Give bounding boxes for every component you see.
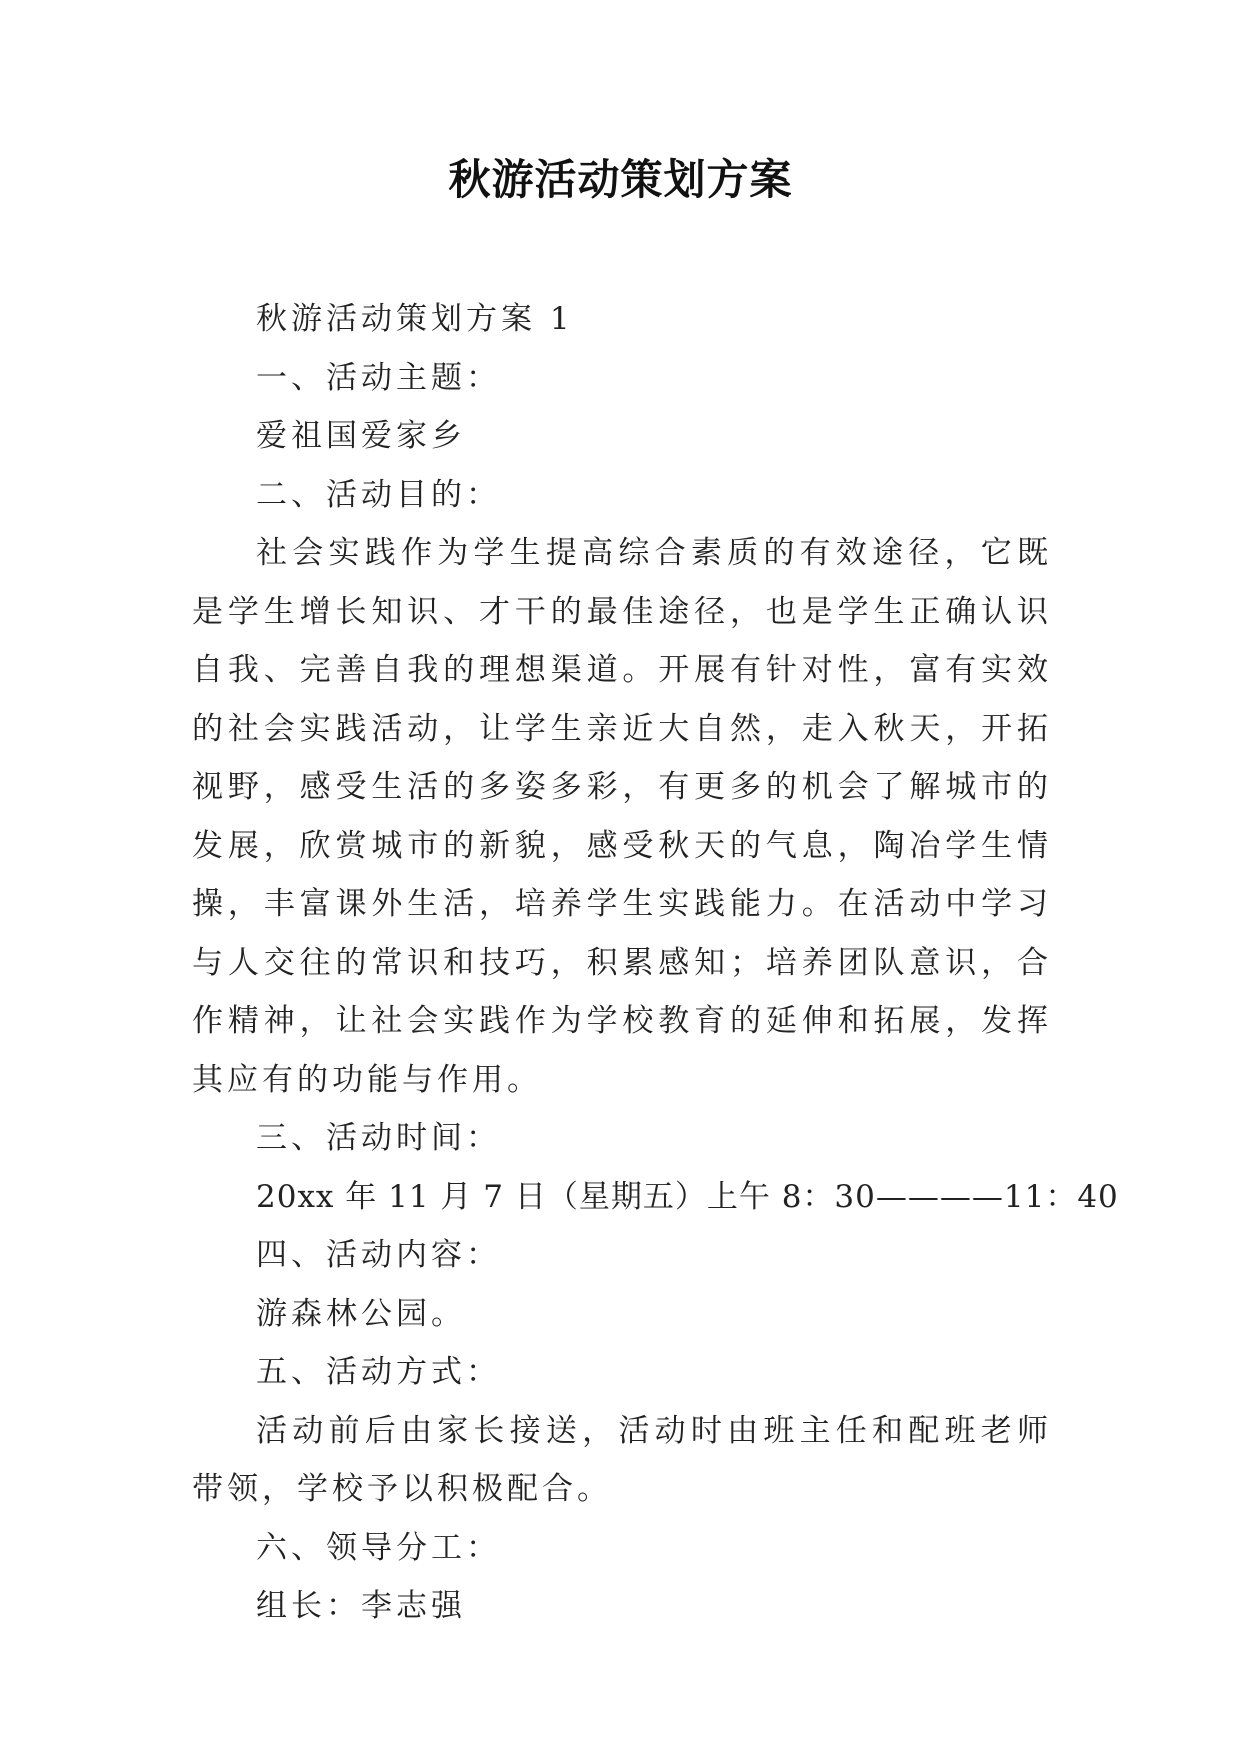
leader-text: 组长：李志强 [256,1588,466,1624]
section-heading-purpose: 二、活动目的： [256,476,501,513]
content-text: 游森林公园。 [256,1295,466,1332]
section-heading-content: 四、活动内容： [256,1237,501,1273]
document-title: 秋游活动策划方案 [448,155,793,204]
method-paragraph: 活动前后由家长接送，活动时由班主任和配班老师带领，学校予以积极配合。 [192,1412,1052,1507]
time-text: 20xx 年 11 月 7 日（星期五）上午 8：30————11：40 [256,1178,1119,1215]
section-heading-time: 三、活动时间： [256,1120,501,1156]
section-heading-plan-1: 秋游活动策划方案 1 [256,301,574,337]
purpose-paragraph: 社会实践作为学生提高综合素质的有效途径，它既是学生增长知识、才干的最佳途径，也是学生正确认识自我、完善自我的理想渠道。开展有针对性，富有实效的社会实践活动，让学生亲近大自然，走入秋天，开拓视野，感受生活的多姿多彩，有更多的机会了解城市的发展，欣赏城市的新貌，感受秋天的气息，陶冶学生情操，丰富课外生活，培养学生实践能力。在活动中学习与人交往的常识和技巧，积累感知；培养团队意识，合作精神，让社会实践作为学校教育的延伸和拓展，发挥其应有的功能与作用。 [192,535,1052,1098]
section-heading-method: 五、活动方式： [256,1354,501,1390]
document-body [192,290,1119,1636]
section-heading-leadership: 六、领导分工： [256,1529,501,1566]
section-heading-theme: 一、活动主题： [256,359,501,396]
theme-text: 爱祖国爱家乡 [256,418,466,454]
